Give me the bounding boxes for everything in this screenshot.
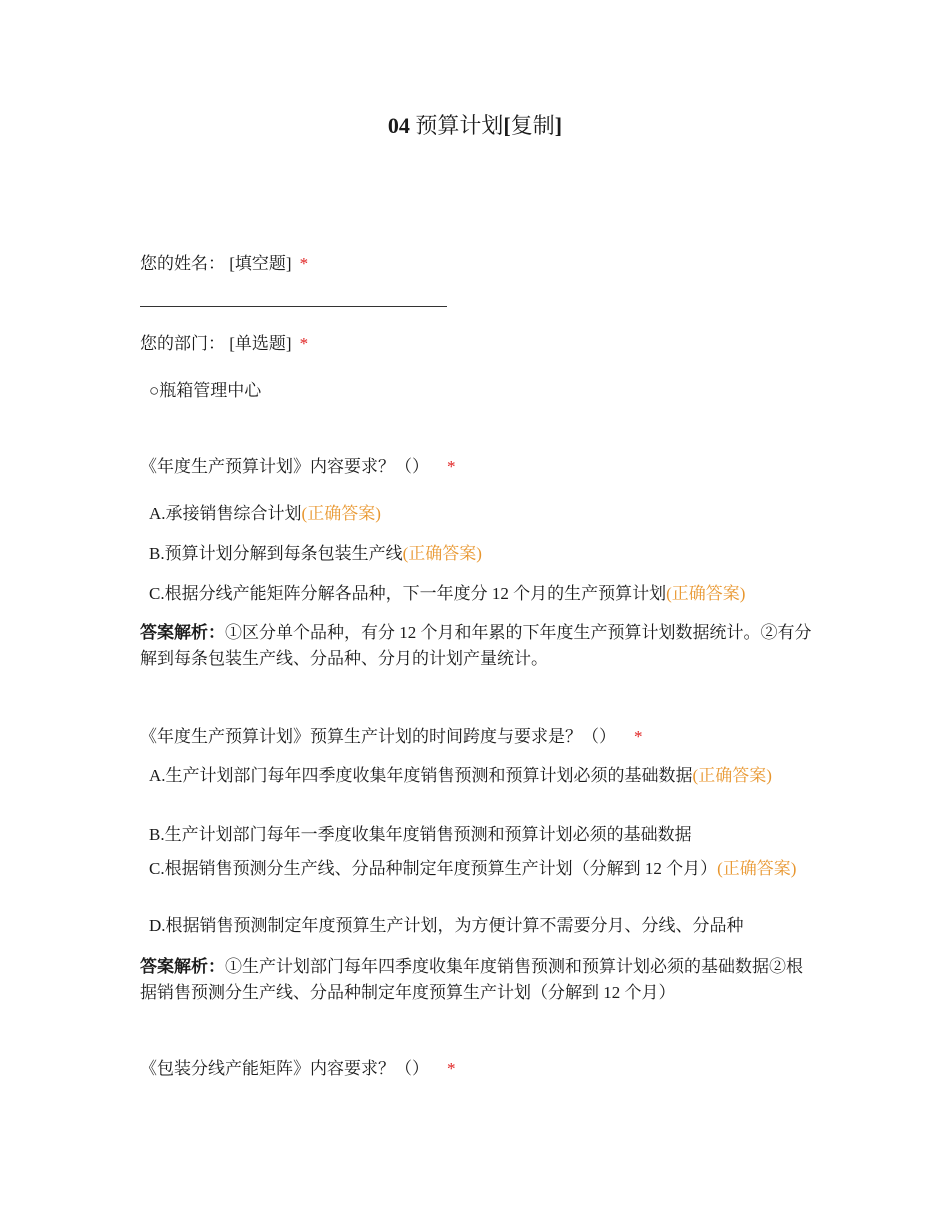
q1-analysis [140, 620, 815, 672]
title-bracket-close: ] [554, 113, 563, 138]
option-text: B.生产计划部门每年一季度收集年度销售预测和预算计划必须的基础数据 [149, 825, 692, 844]
question-department [140, 332, 308, 356]
required-mark: * [299, 334, 309, 353]
question-3 [140, 1057, 456, 1081]
q2-option-b[interactable] [149, 822, 809, 847]
required-mark: * [299, 254, 309, 273]
option-text: D.根据销售预测制定年度预算生产计划，为方便计算不需要分月、分线、分品种 [149, 916, 744, 935]
analysis-label: 答案解析： [140, 623, 225, 642]
title-number: 04 [387, 113, 410, 138]
question-2 [140, 725, 643, 749]
question-type: [填空题] [229, 254, 292, 273]
title-text: 预算计划 [415, 113, 504, 138]
question-text: 《年度生产预算计划》预算生产计划的时间跨度与要求是？（） [140, 727, 616, 746]
analysis-label: 答案解析： [140, 957, 225, 976]
question-text: 《年度生产预算计划》内容要求？（） [140, 457, 429, 476]
correct-answer-tag: (正确答案) [717, 859, 797, 878]
q2-option-d[interactable] [149, 913, 809, 938]
question-label: 您的姓名： [140, 254, 225, 273]
title-copy: 复制 [510, 113, 555, 138]
q1-option-c[interactable] [149, 581, 809, 606]
q1-option-b[interactable] [149, 541, 809, 566]
q2-option-a[interactable] [149, 763, 809, 788]
question-text: 《包装分线产能矩阵》内容要求？（） [140, 1059, 429, 1078]
option-text: B.预算计划分解到每条包装生产线 [149, 544, 403, 563]
option-text: A.生产计划部门每年四季度收集年度销售预测和预算计划必须的基础数据 [149, 766, 693, 785]
option-text: C.根据销售预测分生产线、分品种制定年度预算生产计划（分解到 12 个月） [149, 859, 718, 878]
question-type: [单选题] [229, 334, 292, 353]
question-label: 您的部门： [140, 334, 225, 353]
option-text: A.承接销售综合计划 [149, 504, 302, 523]
required-mark: * [447, 1059, 456, 1078]
question-name [140, 252, 308, 276]
name-input-line[interactable] [140, 306, 447, 307]
required-mark: * [634, 727, 643, 746]
q2-option-c[interactable] [149, 856, 809, 881]
correct-answer-tag: (正确答案) [301, 504, 381, 523]
required-mark: * [447, 457, 456, 476]
correct-answer-tag: (正确答案) [402, 544, 482, 563]
option-text: C.根据分线产能矩阵分解各品种，下一年度分 12 个月的生产预算计划 [149, 584, 667, 603]
analysis-text: ①区分单个品种，有分 12 个月和年累的下年度生产预算计划数据统计。②有分解到每条包装生产线、分品种、分月的计划产量统计。 [140, 623, 812, 668]
analysis-text: ①生产计划部门每年四季度收集年度销售预测和预算计划必须的基础数据②根据销售预测分生产线、分品种制定年度预算生产计划（分解到 12 个月） [140, 957, 803, 1002]
department-option[interactable]: ○瓶箱管理中心 [149, 381, 262, 400]
correct-answer-tag: (正确答案) [666, 584, 746, 603]
title-bracket-open: [ [503, 113, 511, 138]
question-1 [140, 455, 456, 479]
q1-option-a[interactable] [149, 501, 809, 526]
correct-answer-tag: (正确答案) [692, 766, 772, 785]
page-title [0, 110, 950, 142]
q2-analysis [140, 954, 815, 1006]
